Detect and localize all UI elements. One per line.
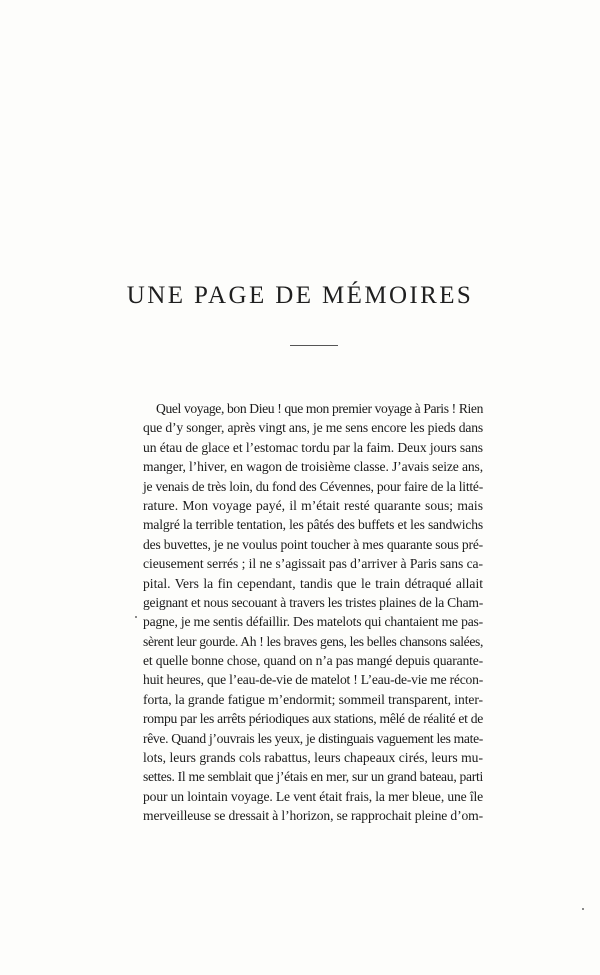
text-line: lots, leurs grands cols rabattus, leurs chapeaux cirés, leurs mu- (143, 750, 483, 766)
text-line: rature. Mon voyage payé, il m’était resté quarante sous; mais (143, 497, 483, 513)
text-line: je venais de très loin, du fond des Cévennes, pour faire de la litté- (143, 478, 483, 494)
text-line: malgré la terrible tentation, les pâtés des buffets et les sandwichs (143, 517, 483, 533)
body-text (143, 399, 483, 826)
text-line: merveilleuse se dressait à l’horizon, se rapprochait pleine d’om- (143, 808, 483, 824)
text-line: et quelle bonne chose, quand on n’a pas mangé depuis quarante- (143, 653, 483, 669)
text-line: sèrent leur gourde. Ah ! les braves gens, les belles chansons salées, (143, 633, 483, 649)
text-line: un étau de glace et l’estomac tordu par la faim. Deux jours sans (143, 439, 483, 455)
text-line: pagne, je me sentis défaillir. Des matelots qui chantaient me pas- (143, 614, 483, 630)
text-line: manger, l’hiver, en wagon de troisième classe. J’avais seize ans, (143, 459, 483, 475)
text-line: que d’y songer, après vingt ans, je me sens encore les pieds dans (143, 420, 483, 436)
text-line: huit heures, que l’eau-de-vie de matelot ! L’eau-de-vie me récon- (143, 672, 483, 688)
text-line: Quel voyage, bon Dieu ! que mon premier voyage à Paris ! Rien (156, 401, 483, 416)
text-line: geignant et nous secouant à travers les tristes plaines de la Cham- (143, 594, 483, 610)
text-line: rompu par les arrêts périodiques aux stations, mêlé de réalité et de (143, 711, 483, 727)
title-divider (290, 345, 338, 346)
text-line: pour un lointain voyage. Le vent était frais, la mer bleue, une île (143, 788, 483, 804)
chapter-title: UNE PAGE DE MÉMOIRES (126, 282, 474, 309)
text-line: des buvettes, je ne voulus point toucher à mes quarante sous pré- (143, 536, 483, 552)
text-line: forta, la grande fatigue m’endormit; sommeil transparent, inter- (143, 691, 483, 707)
text-line: settes. Il me semblait que j’étais en mer, sur un grand bateau, parti (143, 769, 483, 785)
print-speck (135, 616, 137, 618)
text-line: pital. Vers la fin cependant, tandis que le train détraqué allait (143, 575, 483, 591)
print-speck (582, 908, 584, 910)
text-line: rêve. Quand j’ouvrais les yeux, je distinguais vaguement les mate- (143, 730, 483, 746)
text-line: cieusement serrés ; il ne s’agissait pas d’arriver à Paris sans ca- (143, 556, 483, 572)
